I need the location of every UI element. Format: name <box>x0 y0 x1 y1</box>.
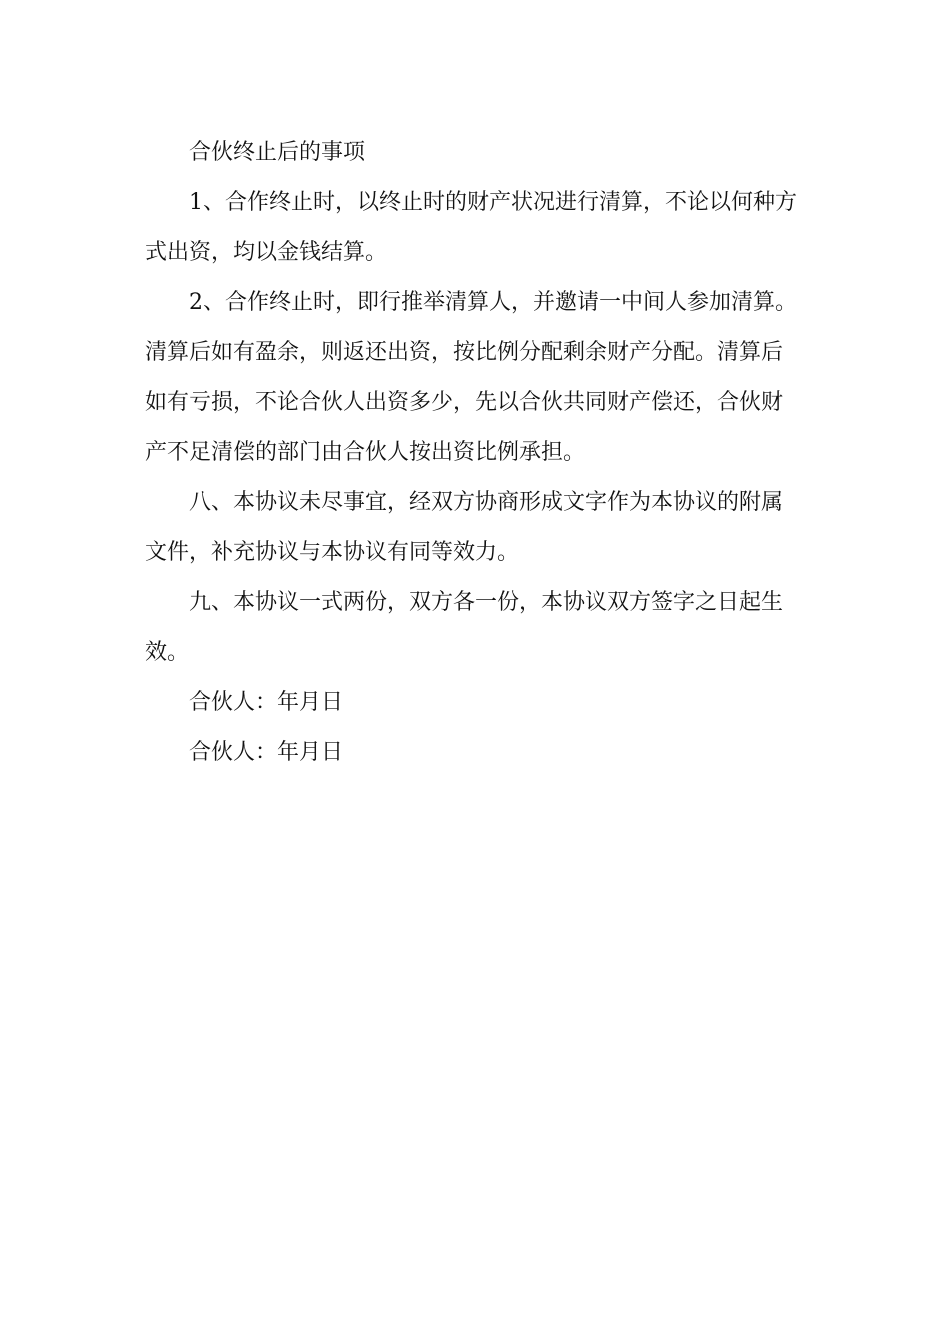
signature-line-2: 合伙人：年月日 <box>189 740 344 765</box>
clause-8-paragraph <box>145 478 807 578</box>
document-body <box>145 128 807 778</box>
item-1-paragraph <box>145 178 807 278</box>
signature-line-1: 合伙人：年月日 <box>189 690 344 715</box>
signature-block-1 <box>145 678 807 728</box>
clause-9-paragraph <box>145 578 807 678</box>
heading-line: 合伙终止后的事项 <box>189 140 366 165</box>
item-1-line-2: 式出资，均以金钱结算。 <box>145 240 388 265</box>
clause-9-line-2: 效。 <box>145 640 190 665</box>
item-2-line-4: 产不足清偿的部门由合伙人按出资比例承担。 <box>145 440 586 465</box>
item-2-line-1: 2、合作终止时，即行推举清算人，并邀请一中间人参加清算。 <box>189 290 797 315</box>
item-1-line-1: 1、合作终止时，以终止时的财产状况进行清算，不论以何种方 <box>189 190 797 215</box>
clause-8-line-2: 文件，补充协议与本协议有同等效力。 <box>145 540 520 565</box>
item-2-line-3: 如有亏损，不论合伙人出资多少，先以合伙共同财产偿还，合伙财 <box>145 390 784 415</box>
section-heading <box>145 128 807 178</box>
item-2-paragraph <box>145 278 807 478</box>
signature-block-2 <box>145 728 807 778</box>
clause-8-line-1: 八、本协议未尽事宜，经双方协商形成文字作为本协议的附属 <box>189 490 784 515</box>
clause-9-line-1: 九、本协议一式两份，双方各一份，本协议双方签字之日起生 <box>189 590 784 615</box>
item-2-line-2: 清算后如有盈余，则返还出资，按比例分配剩余财产分配。清算后 <box>145 340 784 365</box>
